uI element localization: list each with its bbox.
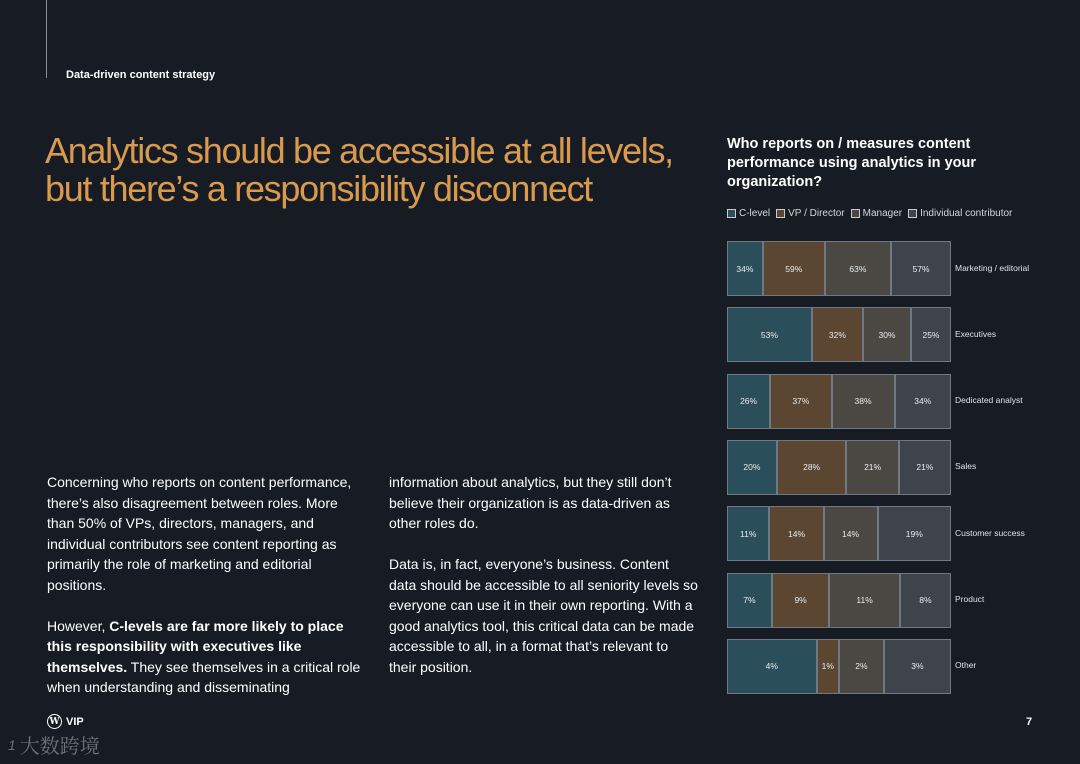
- bar-row: [727, 307, 951, 362]
- section-label: Data-driven content strategy: [66, 69, 216, 81]
- legend-label: Manager: [862, 208, 903, 219]
- watermark-mark: 1: [8, 736, 16, 753]
- watermark-text: 大数跨境: [19, 736, 100, 758]
- body-column-2: [389, 472, 699, 698]
- category-label: Product: [955, 594, 985, 604]
- bar-segment: 21%: [899, 440, 951, 495]
- body-paragraph: [47, 616, 367, 698]
- legend-item: [851, 208, 902, 219]
- legend-label: C-level: [739, 208, 771, 219]
- bar-segment: 57%: [891, 241, 951, 296]
- legend-swatch: [727, 209, 736, 218]
- body-column-1: [47, 472, 367, 718]
- bar-segment: 8%: [900, 573, 951, 628]
- bar-segment: 34%: [895, 374, 951, 429]
- bar-segment: 9%: [772, 573, 830, 628]
- bar-segment: 19%: [878, 506, 951, 561]
- bar-segment: 2%: [839, 639, 884, 694]
- bar-segment: 26%: [727, 374, 770, 429]
- body-paragraph: Data is, in fact, everyone’s business. Content data should be accessible to all seniority levels so everyone can use it in their own reporting. With a good analytics tool, this critical data can be made accessible to all, in a format that’s relevant to their position.: [389, 556, 698, 675]
- logo-text: VIP: [66, 715, 84, 728]
- bar-segment: 7%: [727, 573, 772, 628]
- body-emphasis: C-levels are far more likely to place this responsibility with executives like themselves.: [47, 617, 344, 675]
- bar-segment: 11%: [727, 506, 769, 561]
- legend-swatch: [851, 209, 860, 218]
- wordpress-icon: W: [47, 714, 62, 729]
- bar-segment: 3%: [884, 639, 951, 694]
- legend-item: [727, 208, 770, 219]
- legend-item: [908, 208, 1012, 219]
- bar-segment: 59%: [763, 241, 825, 296]
- bar-row: [727, 374, 951, 429]
- bar-row: [727, 241, 951, 296]
- bar-segment: 28%: [777, 440, 847, 495]
- bar-segment: 30%: [863, 307, 911, 362]
- watermark: [8, 730, 100, 759]
- body-paragraph: information about analytics, but they still don’t believe their organization is as data-driven as other roles do.: [389, 474, 672, 531]
- bar-segment: 14%: [824, 506, 878, 561]
- bar-segment: 1%: [817, 639, 839, 694]
- legend-label: Individual contributor: [920, 208, 1013, 219]
- bar-segment: 4%: [727, 639, 817, 694]
- header-divider: [46, 0, 47, 78]
- body-text: They see themselves in a critical role when understanding and disseminating: [47, 658, 361, 695]
- legend-item: [776, 208, 845, 219]
- bar-segment: 32%: [812, 307, 863, 362]
- bar-row: [727, 639, 951, 694]
- bar-segment: 11%: [829, 573, 899, 628]
- bar-segment: 25%: [911, 307, 951, 362]
- legend-label: VP / Director: [788, 208, 845, 219]
- chart-legend: [727, 208, 1012, 219]
- category-label: Marketing / editorial: [955, 262, 1030, 273]
- chart-title: Who reports on / measures content performance using analytics in your organization?: [727, 136, 976, 190]
- bar-segment: 63%: [825, 241, 891, 296]
- legend-swatch: [776, 209, 785, 218]
- category-label: Other: [955, 660, 977, 671]
- legend-swatch: [908, 209, 917, 218]
- bar-segment: 14%: [769, 506, 823, 561]
- body-text: However,: [47, 617, 110, 634]
- category-label: Customer success: [955, 527, 1025, 538]
- category-label: Executives: [955, 328, 997, 339]
- bar-row: [727, 440, 951, 495]
- bar-segment: 37%: [770, 374, 831, 429]
- vip-logo: [47, 714, 84, 729]
- page-headline: Analytics should be accessible at all levels, but there’s a responsibility disconnect: [45, 130, 673, 209]
- bar-row: [727, 573, 951, 628]
- bar-segment: 38%: [832, 374, 895, 429]
- bar-segment: 53%: [727, 307, 812, 362]
- bar-row: [727, 506, 951, 561]
- category-label: Sales: [955, 461, 977, 472]
- category-label: Dedicated analyst: [955, 395, 1023, 406]
- bar-segment: 20%: [727, 440, 777, 495]
- bar-segment: 21%: [846, 440, 898, 495]
- body-paragraph: Concerning who reports on content performance, there’s also disagreement between roles. More than 50% of VPs, directors, managers, and individual contributors see content reporting as primarily the role of marketing and editorial positions.: [47, 474, 352, 593]
- page-number: 7: [1026, 716, 1033, 728]
- bar-segment: 34%: [727, 241, 763, 296]
